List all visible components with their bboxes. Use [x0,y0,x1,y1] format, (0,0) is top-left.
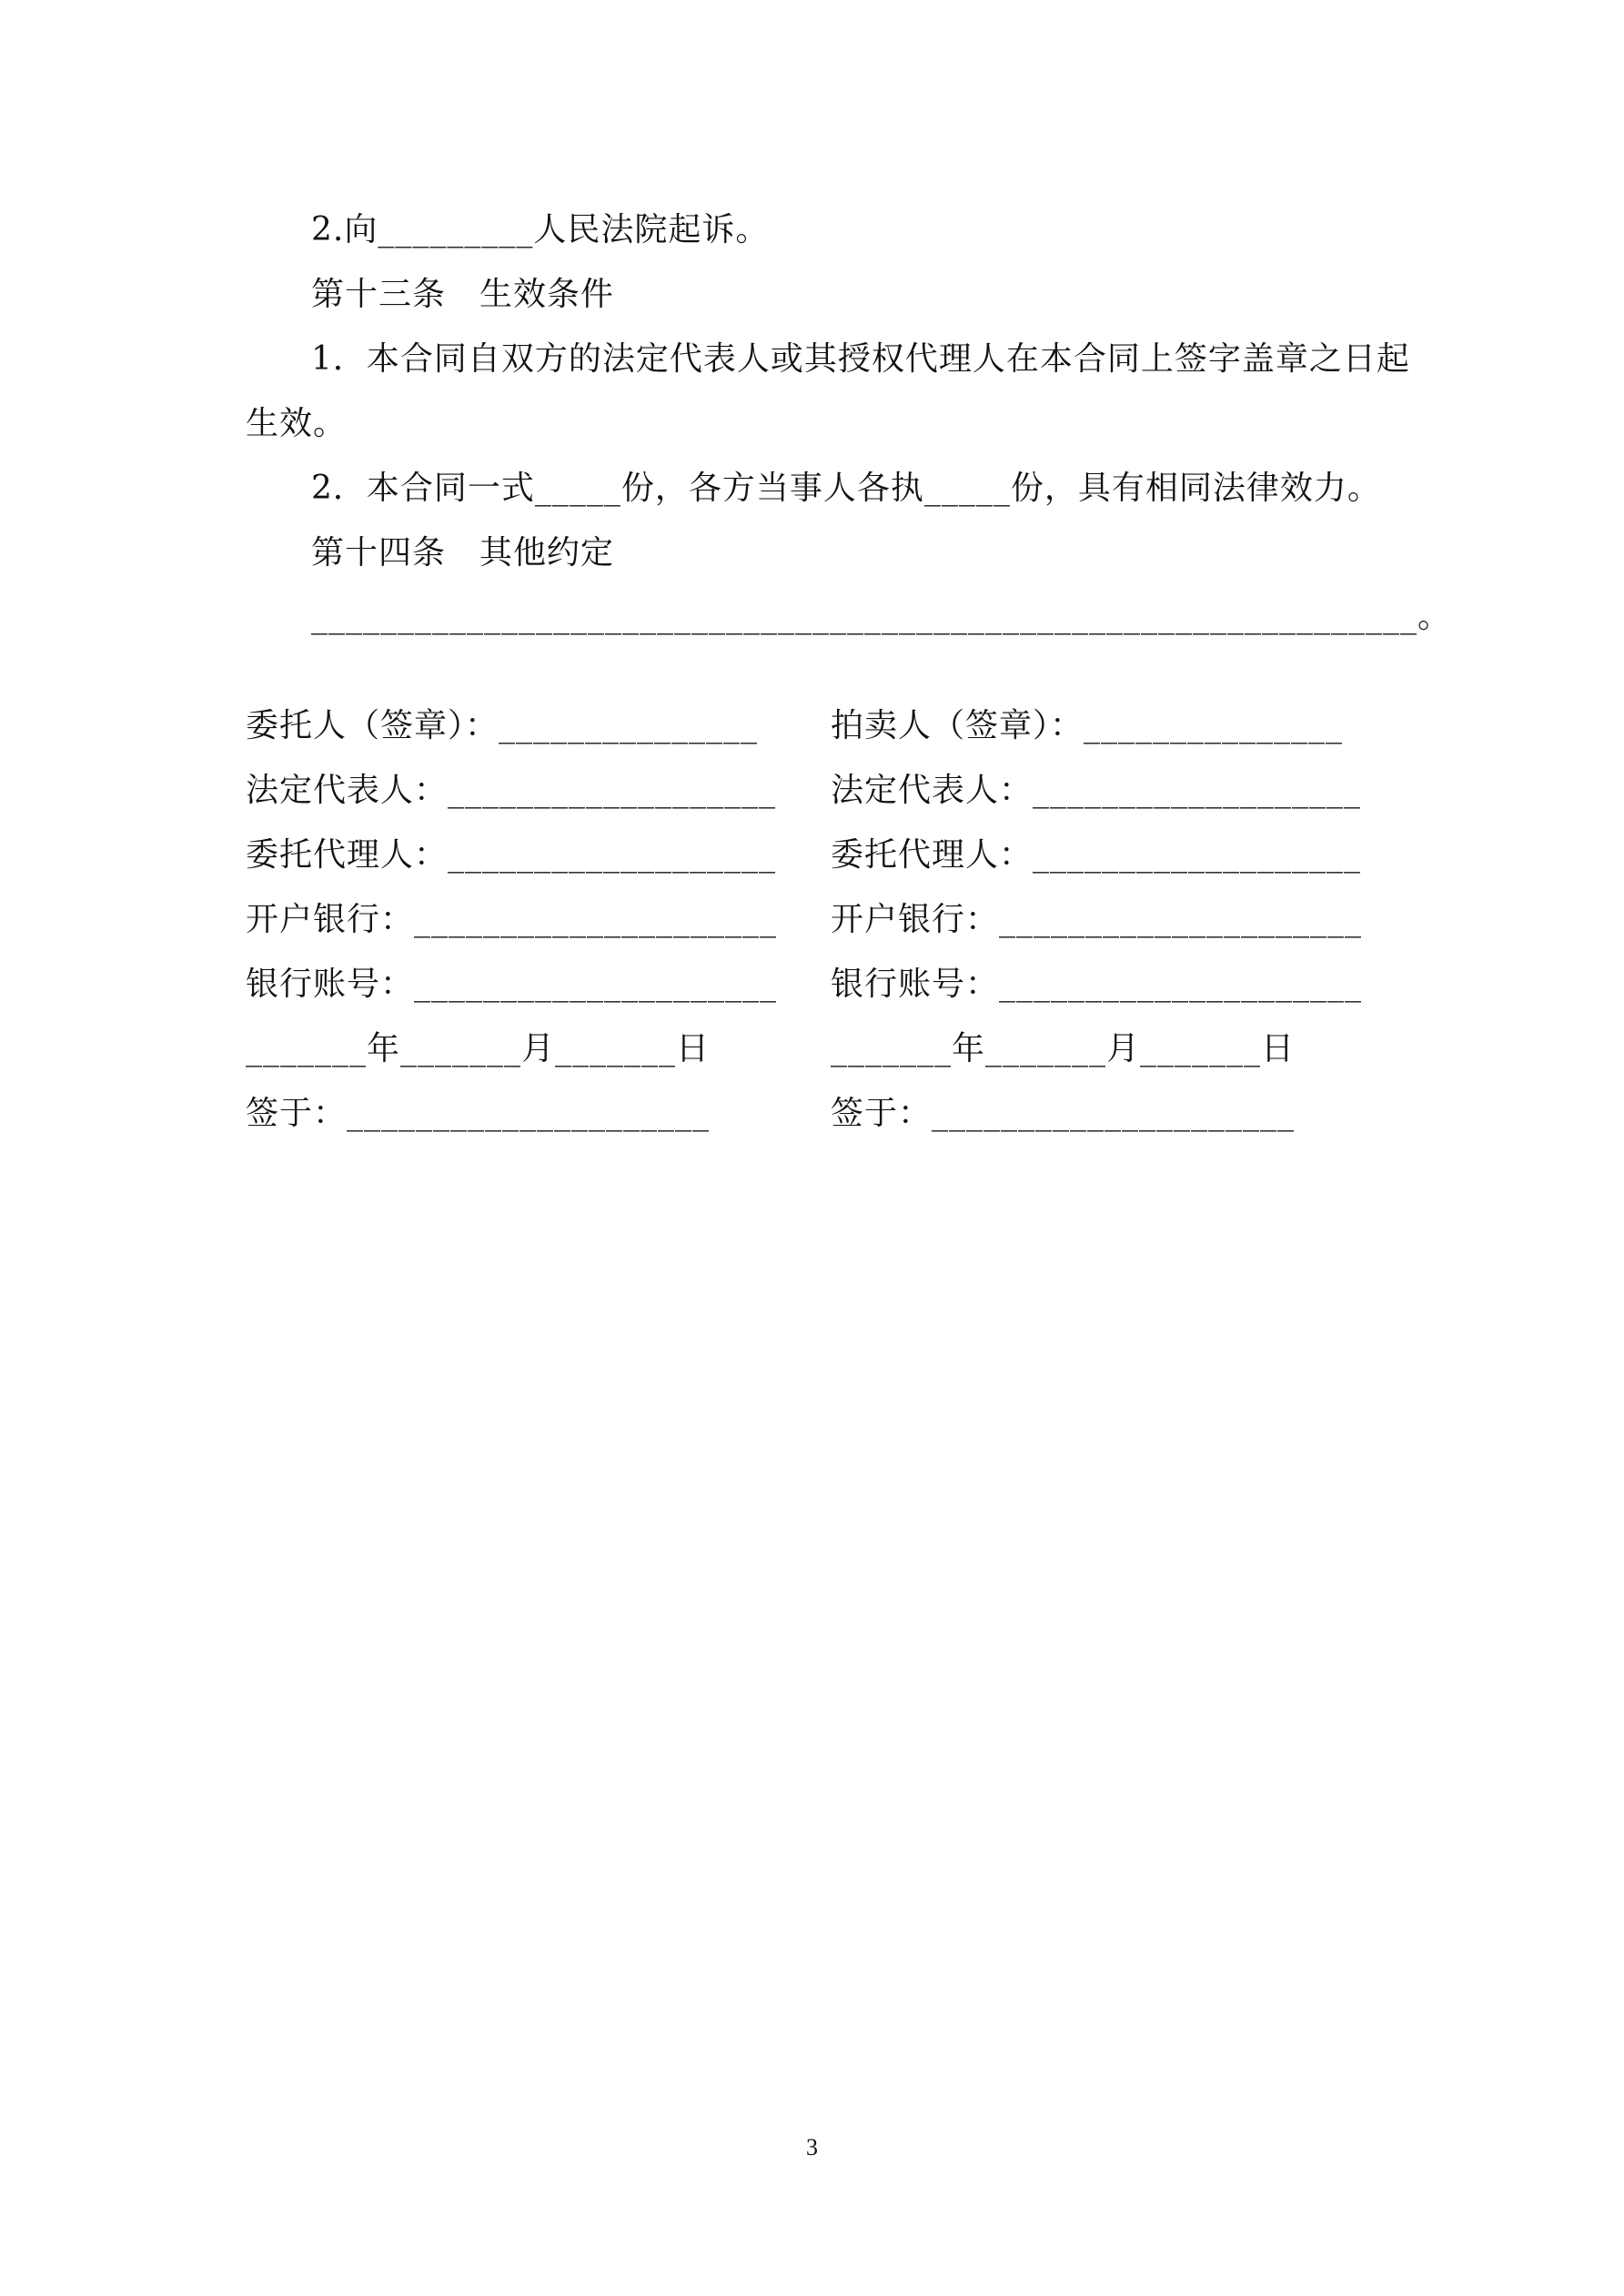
right-date: _______年_______月_______日 [831,1030,1295,1067]
article-13-heading: 第十三条 生效条件 [311,276,615,313]
left-date: _______年_______月_______日 [246,1030,710,1067]
right-bank: 开户银行：_____________________ [831,901,1363,938]
article-14-heading: 第十四条 其他约定 [311,534,615,571]
right-authorized-agent: 委托代理人：___________________ [831,836,1362,874]
signature-block-left [246,708,828,1160]
article-13-item-2: 2．本合同一式_____份，各方当事人各执_____份，具有相同法律效力。 [311,470,1381,507]
left-legal-representative: 法定代表人：___________________ [246,772,777,809]
article-13-item-1-line-2: 生效。 [246,405,348,442]
court-clause: 2.向_________人民法院起诉。 [311,211,770,248]
article-13-item-1-line-1: 1．本合同自双方的法定代表人或其授权代理人在本合同上签字盖章之日起 [311,340,1410,378]
left-signed-at: 签于：_____________________ [246,1095,711,1132]
left-party-signature: 委托人（签章）：_______________ [246,707,759,744]
right-party-signature: 拍卖人（签章）：_______________ [831,707,1344,744]
left-authorized-agent: 委托代理人：___________________ [246,836,777,874]
left-bank-account: 银行账号：_____________________ [246,966,778,1003]
page-number: 3 [806,2134,818,2160]
signature-block-right [831,708,1413,1160]
right-legal-representative: 法定代表人：___________________ [831,772,1362,809]
right-bank-account: 银行账号：_____________________ [831,966,1363,1003]
article-14-blank-line: ________________________________________________________________。 [311,598,1451,635]
right-signed-at: 签于：_____________________ [831,1095,1296,1132]
left-bank: 开户银行：_____________________ [246,901,778,938]
